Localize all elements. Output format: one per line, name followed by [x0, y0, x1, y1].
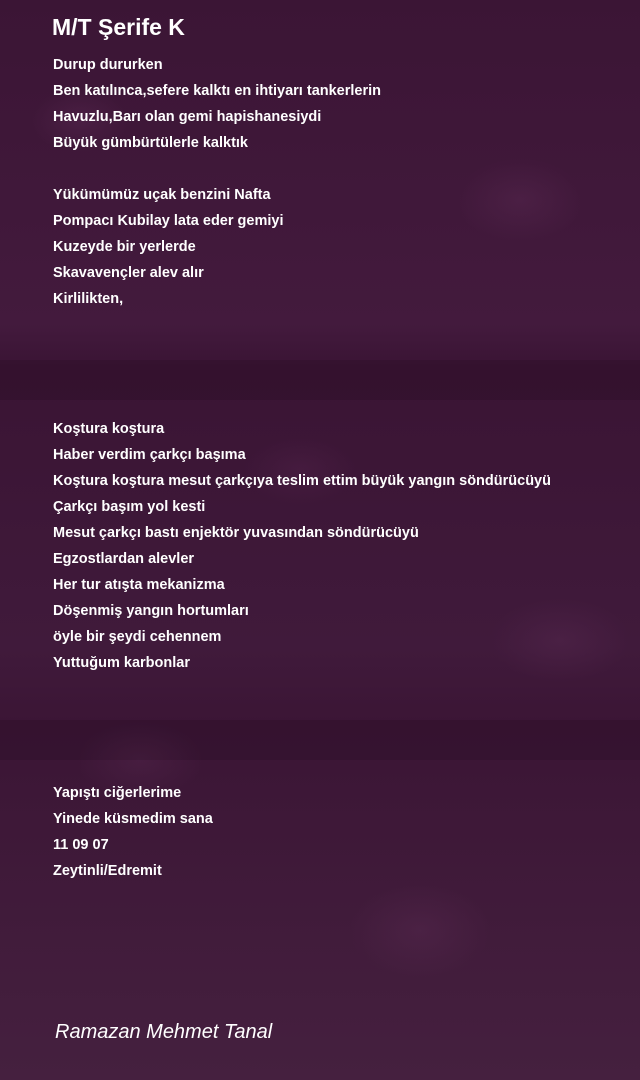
poem-line: Durup dururken: [53, 57, 163, 73]
poem-line: Koştura koştura: [53, 421, 165, 437]
poem-line: Koştura koştura mesut çarkçıya teslim ettim büyük yangın söndürücüyü: [53, 473, 551, 489]
poem-line: Çarkçı başım yol kesti: [53, 499, 206, 515]
poem-place: Zeytinli/Edremit: [53, 863, 162, 879]
poem-body: [53, 52, 633, 884]
stanza-1: [53, 52, 633, 156]
poem-line: Büyük gümbürtülerle kalktık: [53, 135, 248, 151]
poem-line: Kuzeyde bir yerlerde: [53, 239, 196, 255]
poem-line: Döşenmiş yangın hortumları: [53, 603, 249, 619]
poem-line: öyle bir şeydi cehennem: [53, 629, 222, 645]
stanza-spacer: [53, 156, 633, 182]
poem-line: Havuzlu,Barı olan gemi hapishanesiydi: [53, 109, 322, 125]
stanza-4: [53, 780, 633, 884]
poem-author: Ramazan Mehmet Tanal: [55, 1021, 273, 1043]
poem-line: Yinede küsmedim sana: [53, 811, 213, 827]
poem-title: M/T Şerife K: [52, 14, 185, 40]
poem-line: Her tur atışta mekanizma: [53, 577, 225, 593]
poem-line: Mesut çarkçı bastı enjektör yuvasından söndürücüyü: [53, 525, 419, 541]
poem-line: Yükümümüz uçak benzini Nafta: [53, 187, 271, 203]
poem-line: Egzostlardan alevler: [53, 551, 195, 567]
poem-line: Yapıştı ciğerlerime: [53, 785, 182, 801]
poem-line: Haber verdim çarkçı başıma: [53, 447, 246, 463]
poem-line: Pompacı Kubilay lata eder gemiyi: [53, 213, 284, 229]
poem-date: 11 09 07: [53, 837, 109, 853]
stanza-3: [53, 416, 633, 676]
poem-line: Skavavençler alev alır: [53, 265, 204, 281]
poem-line: Yuttuğum karbonlar: [53, 655, 190, 671]
poem-line: Kirlilikten,: [53, 291, 124, 307]
poem-line: Ben katılınca,sefere kalktı en ihtiyarı tankerlerin: [53, 83, 382, 99]
stanza-2: [53, 182, 633, 312]
stanza-spacer: [53, 676, 633, 780]
stanza-spacer: [53, 312, 633, 416]
